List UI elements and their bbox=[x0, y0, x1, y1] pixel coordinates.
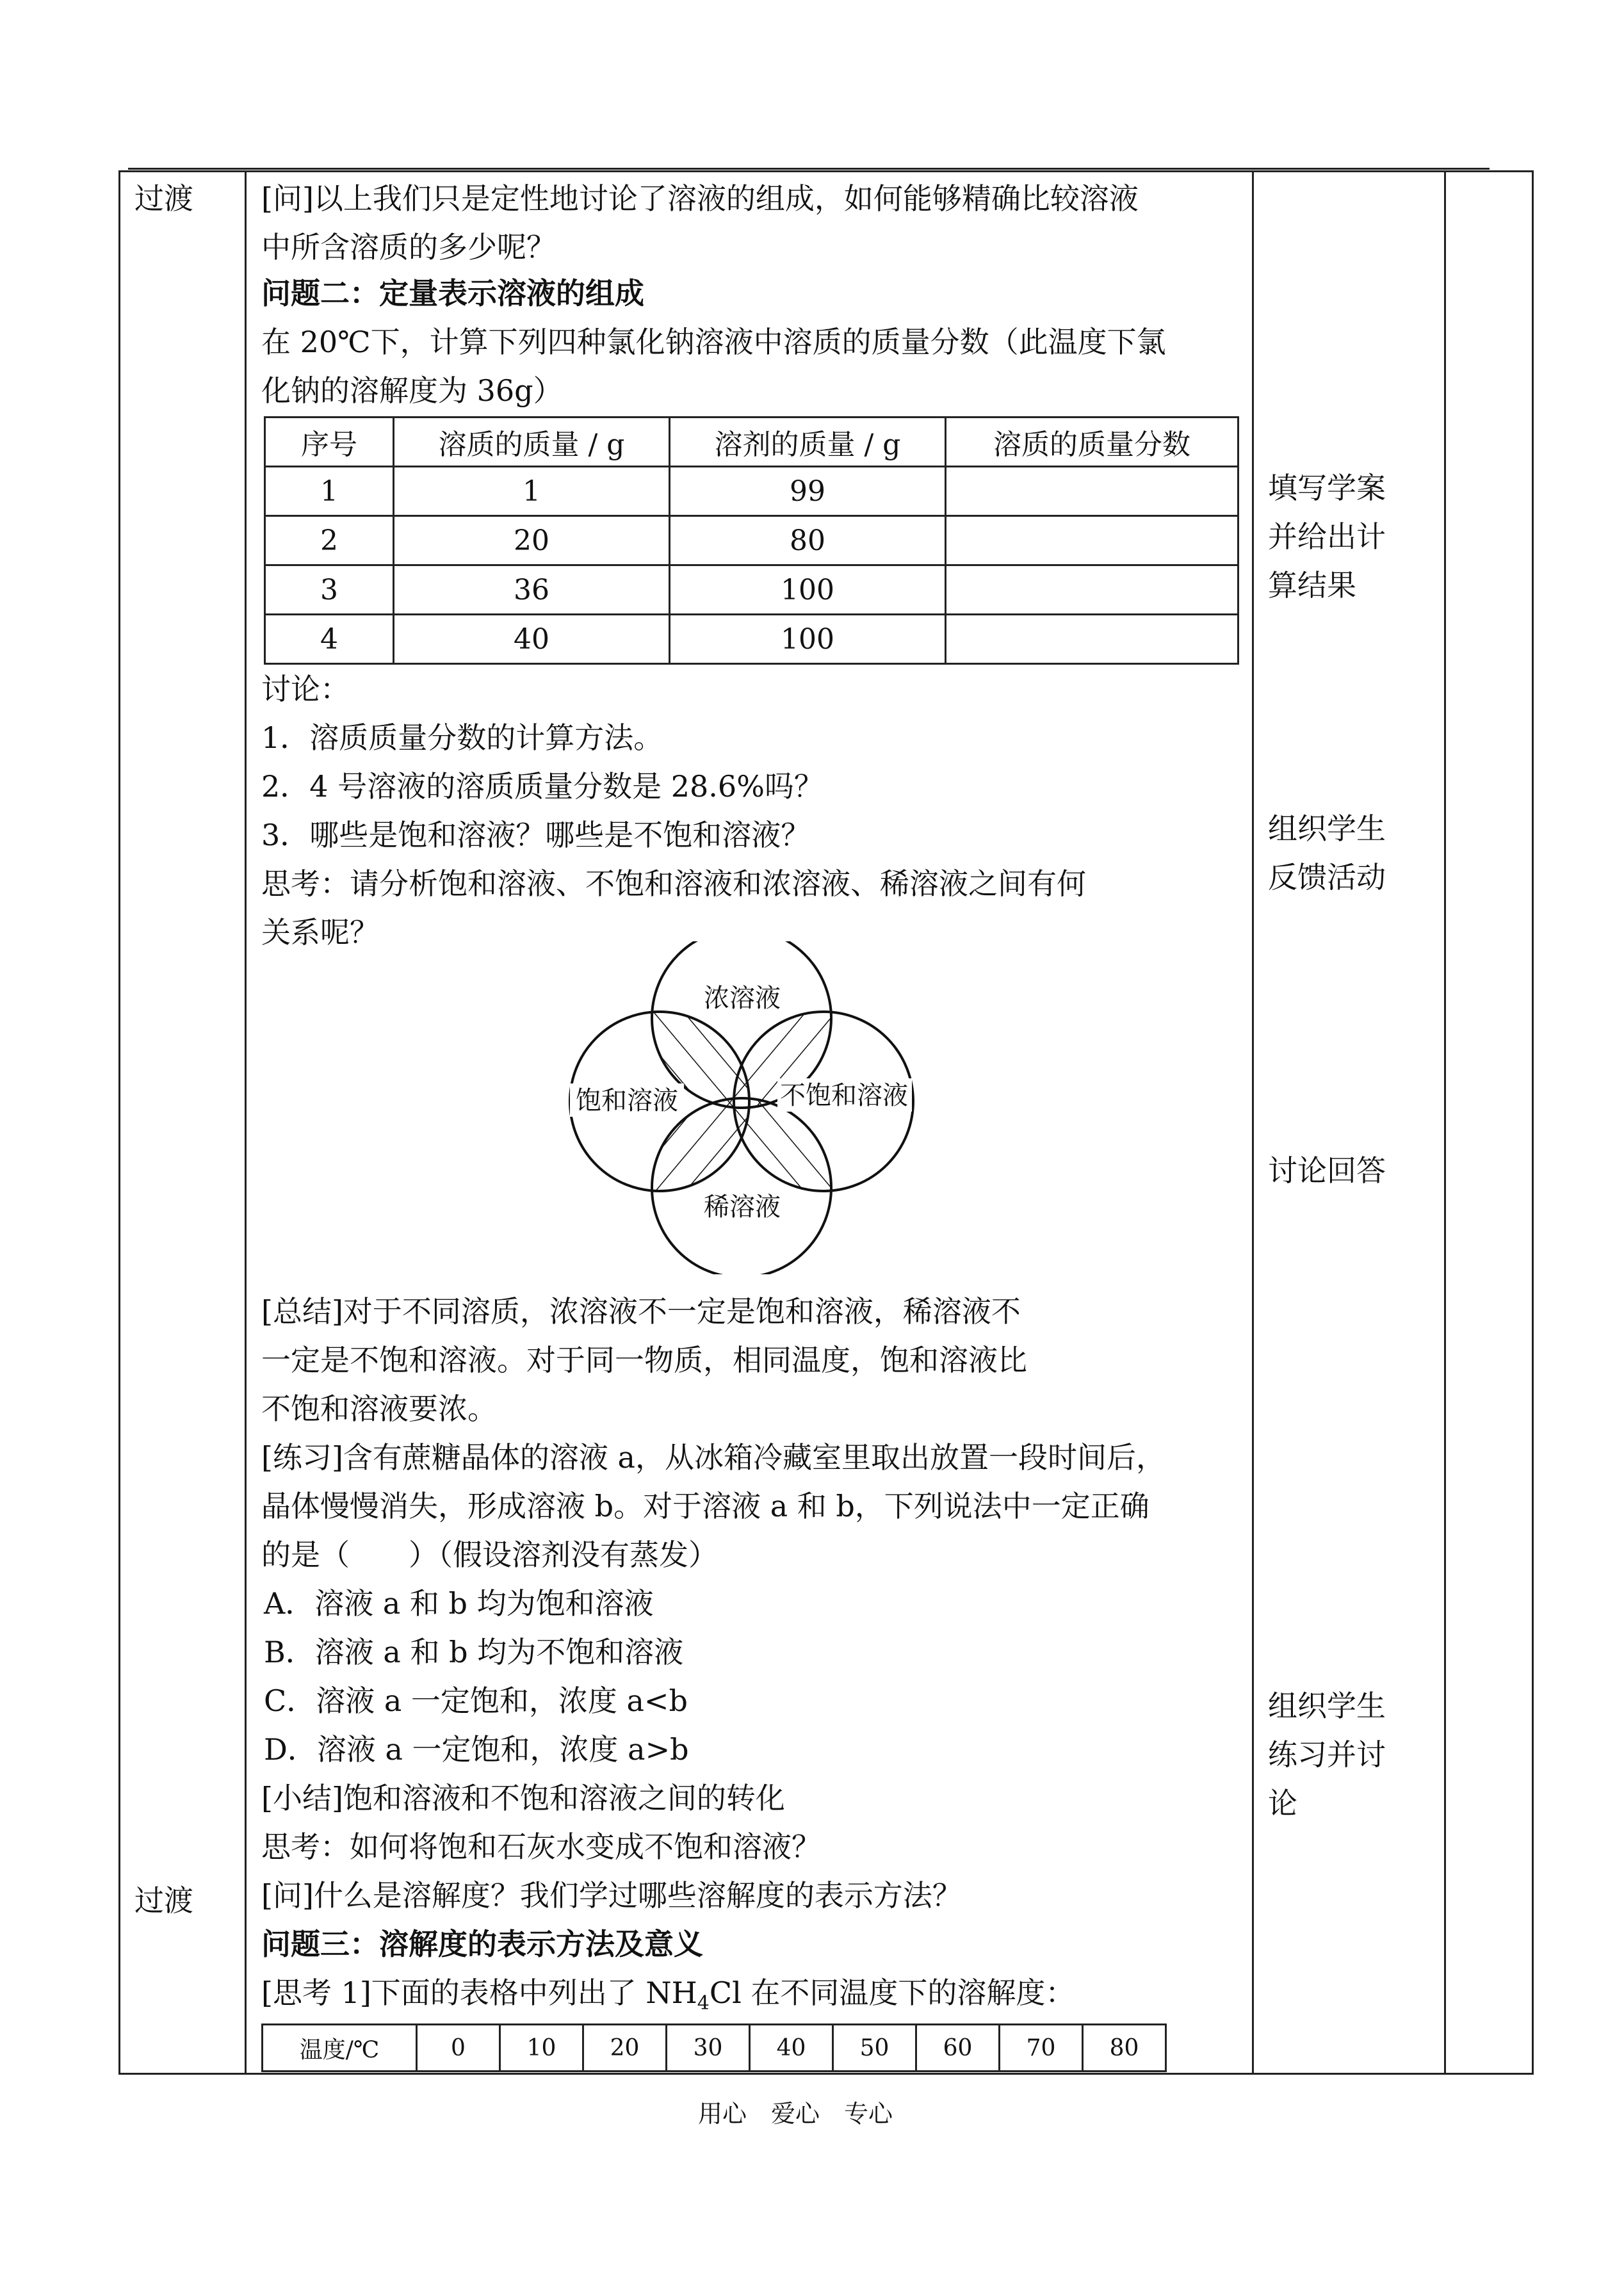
column-divider-3 bbox=[1444, 170, 1446, 2075]
intro-line-1: [问]以上我们只是定性地讨论了溶液的组成，如何能够精确比较溶液 bbox=[261, 181, 1139, 216]
table-cell: 3 bbox=[265, 565, 394, 615]
table-header-row bbox=[265, 418, 1238, 467]
exercise-line-3: 的是（ ）（假设溶剂没有蒸发） bbox=[261, 1537, 718, 1572]
intro-line-3: 在 20℃下，计算下列四种氯化钠溶液中溶质的质量分数（此温度下氯 bbox=[261, 325, 1166, 359]
stage-label-2: 过渡 bbox=[134, 1883, 193, 1918]
note-line: 论 bbox=[1268, 1786, 1297, 1821]
venn-label-bottom: 稀溶液 bbox=[704, 1192, 781, 1222]
think-nh4cl-pre: [思考 1]下面的表格中列出了 NH bbox=[261, 1975, 697, 2010]
table-cell: 40 bbox=[750, 2025, 833, 2072]
think-line-2: 关系呢？ bbox=[261, 915, 379, 950]
page-footer: 用心 爱心 专心 bbox=[698, 2100, 893, 2128]
table-cell: 80 bbox=[1083, 2025, 1166, 2072]
conclusion-line-1: [小结]饱和溶液和不饱和溶液之间的转化 bbox=[261, 1781, 785, 1815]
table-cell bbox=[946, 615, 1238, 664]
header-cell: 溶质的质量分数 bbox=[946, 418, 1238, 467]
discussion-title: 讨论： bbox=[261, 672, 350, 706]
note-line: 组织学生 bbox=[1268, 811, 1386, 846]
discussion-item-1: 1．溶质质量分数的计算方法。 bbox=[261, 720, 663, 755]
note-line: 反馈活动 bbox=[1268, 860, 1386, 895]
venn-label-left: 饱和溶液 bbox=[576, 1086, 678, 1115]
table-cell: 36 bbox=[394, 565, 670, 615]
note-line: 组织学生 bbox=[1268, 1689, 1386, 1723]
table-cell: 50 bbox=[833, 2025, 916, 2072]
table-cell: 40 bbox=[394, 615, 670, 664]
table-row bbox=[265, 467, 1238, 516]
heading-question-3: 问题三：溶解度的表示方法及意义 bbox=[261, 1927, 703, 1961]
table-cell: 80 bbox=[670, 516, 946, 565]
table-cell: 100 bbox=[670, 565, 946, 615]
intro-line-4: 化钠的溶解度为 36g） bbox=[261, 373, 563, 408]
intro-line-2: 中所含溶质的多少呢？ bbox=[261, 230, 556, 264]
mass-fraction-table bbox=[264, 416, 1239, 665]
table-cell: 60 bbox=[916, 2025, 1000, 2072]
think-line-1: 思考：请分析饱和溶液、不饱和溶液和浓溶液、稀溶液之间有何 bbox=[261, 866, 1086, 901]
table-cell bbox=[946, 467, 1238, 516]
table-cell: 1 bbox=[394, 467, 670, 516]
table-cell: 99 bbox=[670, 467, 946, 516]
top-rule bbox=[128, 168, 1490, 170]
header-cell: 序号 bbox=[265, 418, 394, 467]
stage-label-1: 过渡 bbox=[134, 181, 193, 216]
heading-question-2: 问题二：定量表示溶液的组成 bbox=[261, 276, 644, 311]
table-cell: 4 bbox=[265, 615, 394, 664]
note-line: 算结果 bbox=[1268, 568, 1356, 603]
table-row bbox=[263, 2025, 1166, 2072]
option-b: B．溶液 a 和 b 均为不饱和溶液 bbox=[264, 1635, 684, 1669]
conclusion-line-2: 思考：如何将饱和石灰水变成不饱和溶液？ bbox=[261, 1829, 821, 1864]
table-cell: 100 bbox=[670, 615, 946, 664]
table-cell: 20 bbox=[394, 516, 670, 565]
discussion-item-2: 2．4 号溶液的溶质质量分数是 28.6%吗？ bbox=[261, 769, 824, 804]
summary-line-1: [总结]对于不同溶质，浓溶液不一定是饱和溶液，稀溶液不 bbox=[261, 1294, 1021, 1329]
table-cell: 30 bbox=[667, 2025, 750, 2072]
discussion-item-3: 3．哪些是饱和溶液？哪些是不饱和溶液？ bbox=[261, 818, 811, 852]
option-d: D．溶液 a 一定饱和，浓度 a>b bbox=[264, 1732, 689, 1767]
teacher-note-1 bbox=[1268, 464, 1396, 610]
header-cell: 溶剂的质量 / g bbox=[670, 418, 946, 467]
table-cell: 0 bbox=[417, 2025, 500, 2072]
option-c: C．溶液 a 一定饱和，浓度 a<b bbox=[264, 1683, 688, 1718]
table-cell bbox=[946, 516, 1238, 565]
table-cell: 20 bbox=[583, 2025, 667, 2072]
teacher-note-2 bbox=[1268, 804, 1396, 902]
teacher-note-3 bbox=[1268, 1146, 1396, 1195]
venn-diagram bbox=[564, 941, 922, 1274]
summary-line-2: 一定是不饱和溶液。对于同一物质，相同温度，饱和溶液比 bbox=[261, 1343, 1027, 1377]
nh4-subscript: 4 bbox=[697, 1992, 710, 2015]
exercise-line-2: 晶体慢慢消失，形成溶液 b。对于溶液 a 和 b，下列说法中一定正确 bbox=[261, 1489, 1149, 1523]
table-cell: 70 bbox=[1000, 2025, 1083, 2072]
temperature-label: 温度/℃ bbox=[263, 2025, 417, 2072]
option-a: A．溶液 a 和 b 均为饱和溶液 bbox=[264, 1586, 654, 1621]
column-divider-2 bbox=[1252, 170, 1254, 2075]
note-line: 填写学案 bbox=[1268, 471, 1386, 505]
venn-label-top: 浓溶液 bbox=[704, 984, 781, 1013]
table-row bbox=[265, 565, 1238, 615]
conclusion-line-3: [问]什么是溶解度？我们学过哪些溶解度的表示方法？ bbox=[261, 1878, 962, 1913]
header-cell: 溶质的质量 / g bbox=[394, 418, 670, 467]
table-cell: 1 bbox=[265, 467, 394, 516]
think-nh4cl-line bbox=[261, 1968, 1075, 2028]
note-line: 练习并讨 bbox=[1268, 1737, 1386, 1772]
teacher-note-4 bbox=[1268, 1682, 1396, 1828]
note-line: 并给出计 bbox=[1268, 519, 1386, 554]
table-row bbox=[265, 615, 1238, 664]
exercise-line-1: [练习]含有蔗糖晶体的溶液 a，从冰箱冷藏室里取出放置一段时间后， bbox=[261, 1440, 1165, 1475]
note-line: 讨论回答 bbox=[1268, 1153, 1386, 1188]
think-nh4cl-post: Cl 在不同温度下的溶解度： bbox=[709, 1975, 1075, 2010]
table-cell: 2 bbox=[265, 516, 394, 565]
table-cell: 10 bbox=[500, 2025, 583, 2072]
venn-label-right: 不饱和溶液 bbox=[780, 1081, 908, 1110]
column-divider-1 bbox=[245, 170, 247, 2075]
table-row bbox=[265, 516, 1238, 565]
solubility-table bbox=[261, 2023, 1167, 2072]
summary-line-3: 不饱和溶液要浓。 bbox=[261, 1391, 497, 1426]
table-cell bbox=[946, 565, 1238, 615]
